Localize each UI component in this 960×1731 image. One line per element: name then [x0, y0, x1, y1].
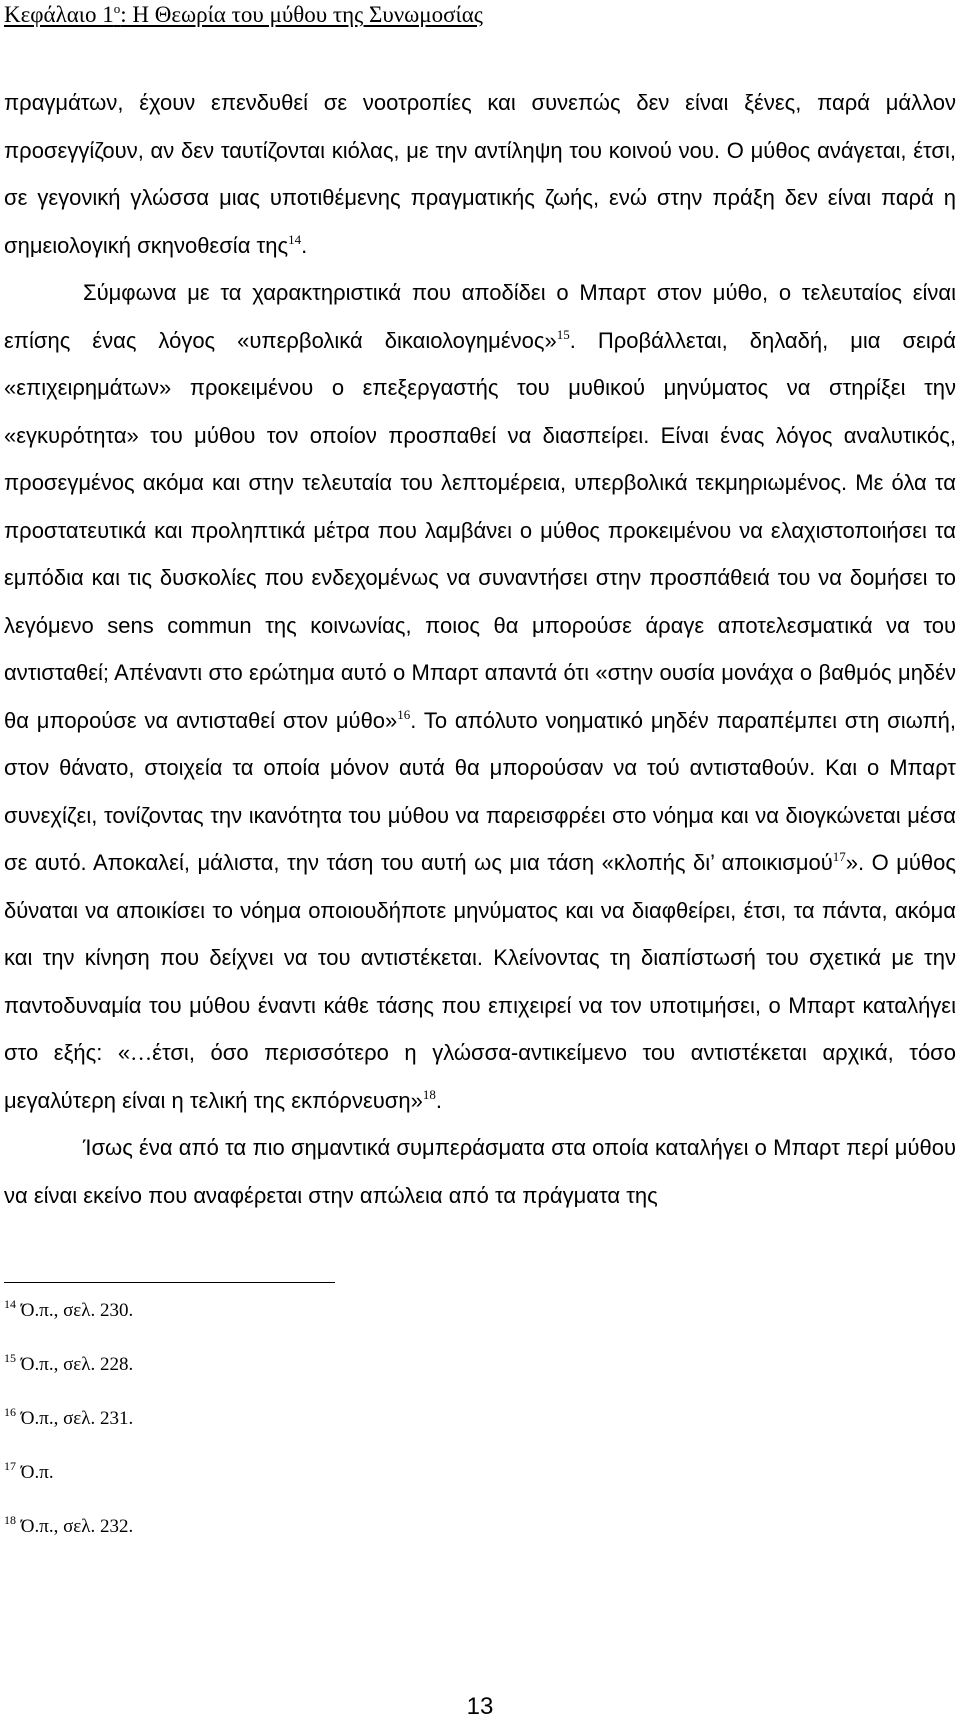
footnote-number: 14	[4, 1297, 16, 1311]
paragraph-text: πραγμάτων, έχουν επενδυθεί σε νοοτροπίες και συνεπώς δεν είναι ξένες, παρά μάλλον προσεγγίζουν, αν δεν ταυτίζονται κιόλας, με την αντίληψη του κοινού νου. Ο μύθος ανάγεται, έτσι, σε γεγονική γλώσσα μιας υποτιθέμενης πραγματικής ζωής, ενώ στην πράξη δεν είναι παρά η σημειολογική σκηνοθεσία της	[4, 90, 956, 258]
page-number: 13	[466, 1693, 494, 1720]
footnote-number: 17	[4, 1459, 16, 1473]
footnote-text: Ό.π., σελ. 228.	[20, 1354, 134, 1375]
footnote-text: Ό.π.	[20, 1462, 54, 1483]
footnote	[4, 1296, 133, 1350]
footnote-text: Ό.π., σελ. 232.	[20, 1516, 134, 1537]
footnote-text: Ό.π., σελ. 230.	[20, 1300, 134, 1321]
footnote-text: Ό.π., σελ. 231.	[20, 1408, 134, 1429]
footnote-ref-17: 17	[832, 849, 846, 864]
paragraph-text: . Το απόλυτο νοηματικό μηδέν παραπέμπει στη σιωπή, στον θάνατο, στοιχεία τα οποία μόνον αυτά θα μπορούσαν να τού αντισταθούν. Και ο Μπαρτ συνεχίζει, τονίζοντας την ικανότητα του μύθου να παρεισφρέει στο νόημα και να διογκώνεται μέσα σε αυτό. Αποκαλεί, μάλιστα, την τάση του αυτή ως μια τάση «κλοπής δι’ αποικισμού	[4, 707, 956, 875]
footnote	[4, 1458, 133, 1512]
paragraph-text: έτσι, όσο περισσότερο η γλώσσα-αντικείμενο του αντιστέκεται αρχικά, τόσο μεγαλύτερη είναι η τελική της εκπόρνευση»	[4, 1040, 956, 1113]
paragraph-2	[4, 269, 956, 1124]
paragraph-text: .	[435, 1087, 442, 1113]
footnote-ref-18: 18	[422, 1086, 436, 1102]
footnotes	[4, 1296, 133, 1566]
footnote-number: 15	[4, 1351, 16, 1365]
paragraph-text: Ίσως ένα από τα πιο σημαντικά συμπεράσματα στα οποία καταλήγει ο Μπαρτ περί μύθου να είναι εκείνο που αναφέρεται στην απώλεια από τα πράγματα της	[4, 1135, 956, 1208]
chapter-header	[4, 2, 483, 28]
paragraph-text: . Προβάλλεται, δηλαδή, μια σειρά «επιχειρημάτων» προκειμένου ο επεξεργαστής του μυθικού μηνύματος να στηρίξει την «εγκυρότητα» του μύθου τον οποίον προσπαθεί να διασπείρει. Είναι ένας λόγος αναλυτικός, προσεγμένος ακόμα και στην τελευταία του λεπτομέρεια, υπερβολικά τεκμηριωμένος. Με όλα τα προστατευτικά και προληπτικά μέτρα που λαμβάνει ο μύθος προκειμένου να ελαχιστοποιήσει τα εμπόδια και τις δυσκολίες που ενδεχομένως να συναντήσει στην προσπάθειά του να δομήσει το λεγόμενο sens commun της κοινωνίας, ποιος θα μπορούσε άραγε αποτελεσματικά να του αντισταθεί; Απέναντι στο ερώτημα αυτό ο Μπαρτ απαντά ότι «στην ουσία μονάχα ο βαθμός μηδέν θα μπορούσε να αντισταθεί στον μύθο»	[4, 327, 956, 733]
footnote-ref-15: 15	[556, 326, 570, 342]
paragraph-text: Σύμφωνα με τα χαρακτηριστικά που αποδίδει ο Μπαρτ στον μύθο, ο τελευταίος είναι επίσης ένας λόγος «υπερβολικά δικαιολογημένος»	[4, 280, 956, 353]
body-text	[4, 79, 956, 1219]
footnote	[4, 1512, 133, 1566]
chapter-title: : Η Θεωρία του μύθου της Συνωμοσίας	[120, 2, 483, 27]
footnote-ref-16: 16	[397, 706, 411, 722]
footnote	[4, 1404, 133, 1458]
footnote-number: 16	[4, 1405, 16, 1419]
ellipsis: …	[130, 1040, 153, 1065]
paragraph-3	[4, 1124, 956, 1219]
paragraph-text: .	[301, 232, 308, 258]
paragraph-text: ». Ο μύθος δύναται να αποικίσει το νόημα οποιουδήποτε μηνύματος και να διαφθείρει, έτσι, τα πάντα, ακόμα και την κίνηση που δείχνει να του αντιστέκεται. Κλείνοντας τη διαπίστωσή του σχετικά με την παντοδυναμία του μύθου έναντι κάθε τάσης που επιχειρεί να τον υποτιμήσει, ο Μπαρτ καταλήγει στο εξής: «	[4, 850, 956, 1065]
footnote-ref-14: 14	[288, 231, 302, 247]
footnote	[4, 1350, 133, 1404]
chapter-ordinal: ο	[113, 1, 121, 16]
footnote-number: 18	[4, 1513, 16, 1527]
chapter-label: Κεφάλαιο 1	[4, 2, 114, 27]
footnote-separator	[4, 1282, 335, 1283]
paragraph-1	[4, 79, 956, 269]
